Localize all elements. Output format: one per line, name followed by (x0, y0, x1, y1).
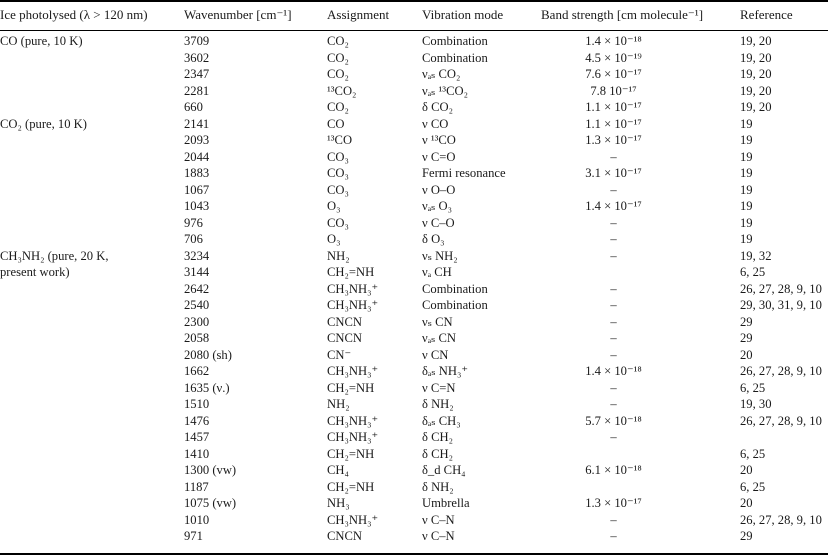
ice-cell: present work) (0, 265, 70, 279)
band-strength-cell: – (610, 314, 617, 329)
table-row (0, 297, 828, 314)
header-assignment: Assignment (327, 7, 390, 22)
top-rule (0, 0, 828, 2)
table-row (0, 380, 828, 397)
table-row (0, 429, 828, 446)
reference-cell: 29 (740, 529, 753, 543)
wavenumber-cell: 2093 (184, 133, 210, 147)
table-row (0, 66, 828, 83)
wavenumber-cell: 1635 (ν.) (184, 380, 230, 395)
assignment-cell: CO₃ (327, 166, 349, 180)
wavenumber-cell: 1075 (vw) (184, 496, 237, 510)
wavenumber-cell: 1187 (184, 479, 209, 494)
reference-cell: 29 (740, 314, 753, 329)
reference-cell: 19 (740, 133, 753, 147)
assignment-cell: CH₃NH₃⁺ (327, 364, 379, 378)
assignment-cell: CH₂=NH (327, 380, 375, 395)
assignment-cell: CNCN (327, 314, 362, 329)
table-row (0, 413, 828, 430)
band-strength-cell: 1.3 × 10⁻¹⁷ (585, 496, 642, 510)
vibration-mode-cell: νₐₛ ¹³CO₂ (422, 83, 468, 98)
vibration-mode-cell: ν C–N (422, 529, 455, 543)
vibration-mode-cell: ν O–O (422, 182, 456, 197)
reference-cell: 20 (740, 496, 753, 510)
band-strength-cell: 1.1 × 10⁻¹⁷ (585, 116, 642, 131)
header-band-strength: Band strength [cm molecule⁻¹] (541, 7, 704, 22)
band-strength-cell: – (610, 512, 617, 527)
band-strength-cell: 3.1 × 10⁻¹⁷ (585, 166, 642, 180)
band-strength-cell: 7.8 10⁻¹⁷ (590, 83, 637, 98)
wavenumber-cell: 1410 (184, 446, 210, 461)
ice-cell: CO (pure, 10 K) (0, 34, 83, 48)
wavenumber-cell: 3234 (184, 248, 210, 263)
table-row (0, 281, 828, 298)
band-strength-cell: 1.3 × 10⁻¹⁷ (585, 133, 642, 147)
assignment-cell: CO₃ (327, 182, 349, 197)
wavenumber-cell: 706 (184, 232, 203, 246)
assignment-cell: CH₂=NH (327, 265, 375, 279)
wavenumber-cell: 2347 (184, 67, 210, 81)
assignment-cell: CH₃NH₃⁺ (327, 512, 379, 527)
reference-cell: 26, 27, 28, 9, 10 (740, 512, 822, 527)
wavenumber-cell: 3602 (184, 50, 210, 65)
table-row (0, 132, 828, 149)
reference-cell: 6, 25 (740, 265, 766, 279)
vibration-mode-cell: νₛ NH₂ (422, 248, 458, 263)
wavenumber-cell: 2540 (184, 298, 210, 312)
reference-cell: 29, 30, 31, 9, 10 (740, 298, 822, 312)
band-strength-cell: 1.4 × 10⁻¹⁷ (585, 199, 642, 213)
band-strength-cell: 5.7 × 10⁻¹⁸ (585, 413, 642, 428)
table-row (0, 99, 828, 116)
band-strength-cell: – (610, 380, 617, 395)
reference-cell: 19 (740, 166, 753, 180)
assignment-cell: O₃ (327, 232, 341, 246)
assignment-cell: NH₂ (327, 397, 350, 411)
band-strength-cell: 4.5 × 10⁻¹⁹ (585, 50, 642, 65)
vibration-mode-cell: νₐₛ CO₂ (422, 67, 461, 81)
wavenumber-cell: 1510 (184, 397, 210, 411)
vibration-mode-cell: δ CH₂ (422, 430, 453, 444)
band-strength-cell: 1.1 × 10⁻¹⁷ (585, 100, 642, 114)
vibration-mode-cell: Combination (422, 34, 488, 48)
reference-cell: 26, 27, 28, 9, 10 (740, 281, 822, 296)
wavenumber-cell: 2281 (184, 83, 210, 98)
vibration-mode-cell: ν C–N (422, 512, 455, 527)
band-strength-cell: – (610, 232, 617, 246)
reference-cell: 19 (740, 116, 753, 131)
assignment-cell: CNCN (327, 331, 362, 345)
header-vibration-mode: Vibration mode (422, 7, 504, 22)
reference-cell: 29 (740, 331, 753, 345)
ice-cell: CO₂ (pure, 10 K) (0, 116, 87, 131)
header-wavenumber: Wavenumber [cm⁻¹] (184, 7, 292, 22)
table-row (0, 116, 828, 133)
table-row (0, 528, 828, 545)
assignment-cell: CO₂ (327, 67, 349, 81)
band-strength-cell: 1.4 × 10⁻¹⁸ (585, 34, 642, 48)
reference-cell: 20 (740, 347, 753, 362)
table-row (0, 512, 828, 529)
header-rule (0, 30, 828, 31)
band-strength-cell: – (610, 331, 617, 345)
wavenumber-cell: 660 (184, 100, 203, 114)
table-row (0, 479, 828, 496)
ice-cell: CH₃NH₂ (pure, 20 K, (0, 248, 109, 263)
table-row (0, 50, 828, 67)
band-strength-cell: – (610, 430, 617, 444)
wavenumber-cell: 1662 (184, 364, 210, 378)
wavenumber-cell: 3144 (184, 265, 210, 279)
assignment-cell: CH₃NH₃⁺ (327, 430, 379, 444)
table-row (0, 198, 828, 215)
vibration-mode-cell: δ NH₂ (422, 397, 454, 411)
assignment-cell: CO₃ (327, 215, 349, 230)
reference-cell: 26, 27, 28, 9, 10 (740, 413, 822, 428)
reference-cell: 6, 25 (740, 479, 766, 494)
table-row (0, 248, 828, 265)
wavenumber-cell: 1010 (184, 512, 210, 527)
wavenumber-cell: 1300 (vw) (184, 463, 237, 477)
assignment-cell: CO₂ (327, 100, 349, 114)
wavenumber-cell: 2141 (184, 116, 210, 131)
assignment-cell: NH₃ (327, 496, 350, 510)
wavenumber-cell: 3709 (184, 34, 210, 48)
band-strength-cell: 1.4 × 10⁻¹⁸ (585, 364, 642, 378)
assignment-cell: CH₃NH₃⁺ (327, 281, 379, 296)
reference-cell: 19 (740, 199, 753, 213)
header-reference: Reference (740, 7, 793, 22)
vibration-mode-cell: δ NH₂ (422, 479, 454, 494)
reference-cell: 19 (740, 232, 753, 246)
table-row (0, 495, 828, 512)
table-row (0, 215, 828, 232)
band-strength-cell: – (610, 182, 617, 197)
assignment-cell: O₃ (327, 199, 341, 213)
reference-cell: 6, 25 (740, 446, 766, 461)
vibration-mode-cell: νₐₛ CN (422, 331, 457, 345)
assignment-cell: ¹³CO (327, 133, 353, 147)
band-strength-cell: 7.6 × 10⁻¹⁷ (585, 67, 642, 81)
vibration-mode-cell: ν C=O (422, 149, 456, 164)
reference-cell: 19, 20 (740, 67, 772, 81)
reference-cell: 6, 25 (740, 380, 766, 395)
vibration-mode-cell: Fermi resonance (422, 166, 506, 180)
vibration-mode-cell: νₐₛ O₃ (422, 199, 453, 213)
vibration-mode-cell: δ_d CH₄ (422, 463, 466, 477)
table-row (0, 363, 828, 380)
reference-cell: 26, 27, 28, 9, 10 (740, 364, 822, 378)
wavenumber-cell: 976 (184, 215, 203, 230)
table-row (0, 182, 828, 199)
table-row (0, 33, 828, 50)
band-strength-cell: – (610, 529, 617, 543)
wavenumber-cell: 1883 (184, 166, 210, 180)
reference-cell: 19, 20 (740, 34, 772, 48)
vibration-mode-cell: δ CO₂ (422, 100, 453, 114)
wavenumber-cell: 1476 (184, 413, 210, 428)
assignment-cell: NH₂ (327, 248, 350, 263)
vibration-mode-cell: δₐₛ NH₃⁺ (422, 364, 468, 378)
band-strength-cell: – (610, 298, 617, 312)
wavenumber-cell: 2044 (184, 149, 210, 164)
reference-cell: 19, 32 (740, 248, 772, 263)
table-row (0, 446, 828, 463)
assignment-cell: CH₂=NH (327, 479, 375, 494)
table-row (0, 330, 828, 347)
assignment-cell: CO (327, 116, 345, 131)
band-strength-cell: – (610, 397, 617, 411)
header-ice-photolysed: Ice photolysed (λ > 120 nm) (0, 7, 148, 22)
vibration-mode-cell: ν CO (422, 116, 449, 131)
vibration-mode-cell: Combination (422, 298, 488, 312)
vibration-mode-cell: δ O₃ (422, 232, 445, 246)
table-row (0, 462, 828, 479)
vibration-mode-cell: ν C=N (422, 380, 456, 395)
reference-cell: 19, 20 (740, 83, 772, 98)
wavenumber-cell: 2642 (184, 281, 210, 296)
table-row (0, 165, 828, 182)
assignment-cell: CH₃NH₃⁺ (327, 413, 379, 428)
wavenumber-cell: 971 (184, 529, 203, 543)
reference-cell: 20 (740, 463, 753, 477)
wavenumber-cell: 1457 (184, 430, 210, 444)
band-strength-cell: – (610, 281, 617, 296)
assignment-cell: CH₃NH₃⁺ (327, 298, 379, 312)
table-row (0, 396, 828, 413)
assignment-cell: CH₂=NH (327, 446, 375, 461)
vibration-mode-cell: Combination (422, 281, 488, 296)
table-row (0, 149, 828, 166)
assignment-cell: ¹³CO₂ (327, 83, 357, 98)
reference-cell: 19 (740, 149, 753, 164)
wavenumber-cell: 2300 (184, 314, 210, 329)
vibration-mode-cell: ν ¹³CO (422, 133, 456, 147)
wavenumber-cell: 2058 (184, 331, 210, 345)
band-strength-cell: – (610, 149, 617, 164)
band-strength-cell: 6.1 × 10⁻¹⁸ (585, 463, 642, 477)
reference-cell: 19 (740, 182, 753, 197)
band-strength-cell: – (610, 248, 617, 263)
vibration-mode-cell: νₛ CN (422, 314, 453, 329)
table-row (0, 231, 828, 248)
bottom-rule (0, 553, 828, 555)
wavenumber-cell: 1067 (184, 182, 210, 197)
reference-cell: 19 (740, 215, 753, 230)
assignment-cell: CNCN (327, 529, 362, 543)
band-strength-cell: – (610, 215, 617, 230)
assignment-cell: CN⁻ (327, 347, 352, 362)
assignment-cell: CO₂ (327, 50, 349, 65)
table-row (0, 314, 828, 331)
assignment-cell: CH₄ (327, 463, 349, 477)
vibration-mode-cell: νₐ CH (422, 265, 452, 279)
assignment-cell: CO₂ (327, 34, 349, 48)
table-row (0, 347, 828, 364)
vibration-mode-cell: δ CH₂ (422, 446, 453, 461)
reference-cell: 19, 20 (740, 50, 772, 65)
vibration-mode-cell: ν C–O (422, 215, 455, 230)
band-strength-cell: – (610, 347, 617, 362)
reference-cell: 19, 30 (740, 397, 772, 411)
wavenumber-cell: 2080 (sh) (184, 347, 232, 362)
vibration-mode-cell: δₐₛ CH₃ (422, 413, 461, 428)
vibration-mode-cell: Combination (422, 50, 488, 65)
vibration-mode-cell: ν CN (422, 347, 449, 362)
vibration-mode-cell: Umbrella (422, 496, 470, 510)
wavenumber-cell: 1043 (184, 199, 210, 213)
table-row (0, 264, 828, 281)
table-row (0, 83, 828, 100)
reference-cell: 19, 20 (740, 100, 772, 114)
assignment-cell: CO₃ (327, 149, 349, 164)
